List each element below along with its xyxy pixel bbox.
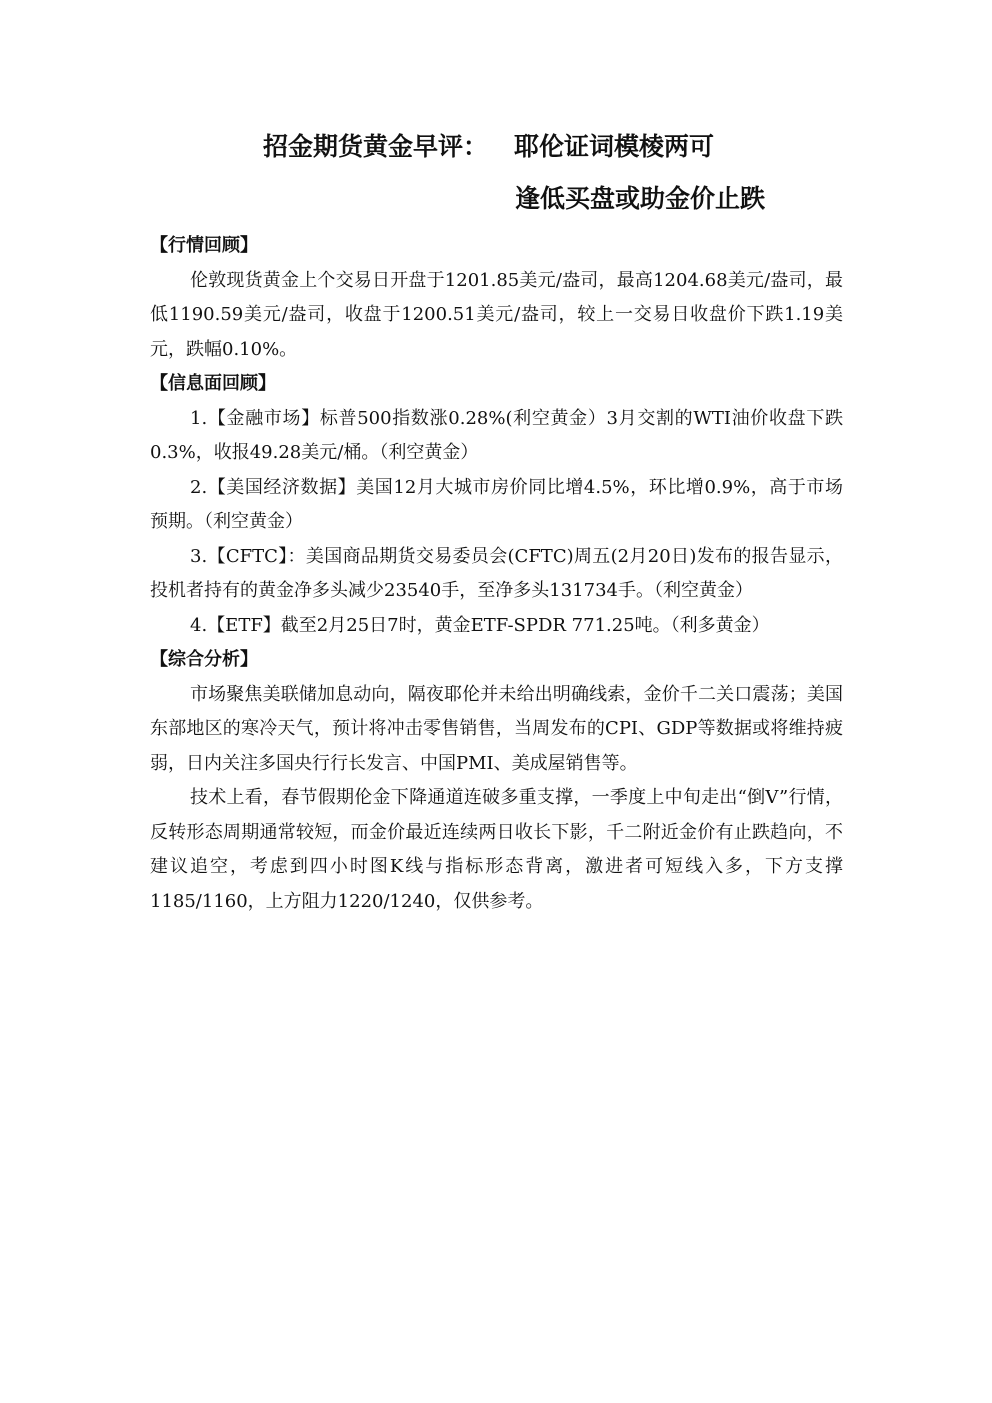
list-item: 2.【美国经济数据】美国12月大城市房价同比增4.5%，环比增0.9%，高于市场预期。（利空黄金） — [150, 476, 843, 532]
paragraph: 技术上看，春节假期伦金下降通道连破多重支撑，一季度上中旬走出“倒V”行情，反转形态周期通常较短，而金价最近连续两日收长下影，千二附近金价有止跌趋向，不建议追空，考虑到四小时图K线与指标形态背离，激进者可短线入多，下方支撑1185/1160，上方阻力1220/1240，仅供参考。 — [150, 787, 843, 912]
title-headline: 耶伦证词模棱两可 — [514, 132, 715, 161]
section-market-review — [150, 229, 843, 367]
title-subheadline: 逢低买盘或助金价止跌 — [515, 184, 766, 213]
paragraph: 伦敦现货黄金上个交易日开盘于1201.85美元/盎司，最高1204.68美元/盎司，最低1190.59美元/盎司，收盘于1200.51美元/盎司，较上一交易日收盘价下跌1.19美元，跌幅0.10%。 — [150, 269, 843, 360]
section-heading: 【行情回顾】 — [150, 235, 258, 256]
section-heading: 【综合分析】 — [150, 649, 258, 670]
section-analysis — [150, 643, 843, 919]
list-item: 4.【ETF】截至2月25日7时，黄金ETF-SPDR 771.25吨。（利多黄金） — [190, 614, 770, 636]
section-news-review — [150, 367, 843, 643]
title-prefix: 招金期货黄金早评： — [263, 132, 489, 161]
list-item: 3.【CFTC】：美国商品期货交易委员会(CFTC)周五(2月20日)发布的报告显示，投机者持有的黄金净多头减少23540手，至净多头131734手。（利空黄金） — [150, 545, 843, 601]
list-item: 1.【金融市场】标普500指数涨0.28%(利空黄金）3月交割的WTI油价收盘下跌0.3%，收报49.28美元/桶。（利空黄金） — [150, 407, 843, 463]
document-body — [150, 229, 843, 919]
paragraph: 市场聚焦美联储加息动向，隔夜耶伦并未给出明确线索，金价千二关口震荡；美国东部地区的寒冷天气，预计将冲击零售销售，当周发布的CPI、GDP等数据或将维持疲弱，日内关注多国央行行长发言、中国PMI、美成屋销售等。 — [150, 683, 843, 774]
section-heading: 【信息面回顾】 — [150, 373, 276, 394]
document-title-line-1 — [263, 132, 714, 162]
document-title-line-2 — [515, 184, 765, 214]
